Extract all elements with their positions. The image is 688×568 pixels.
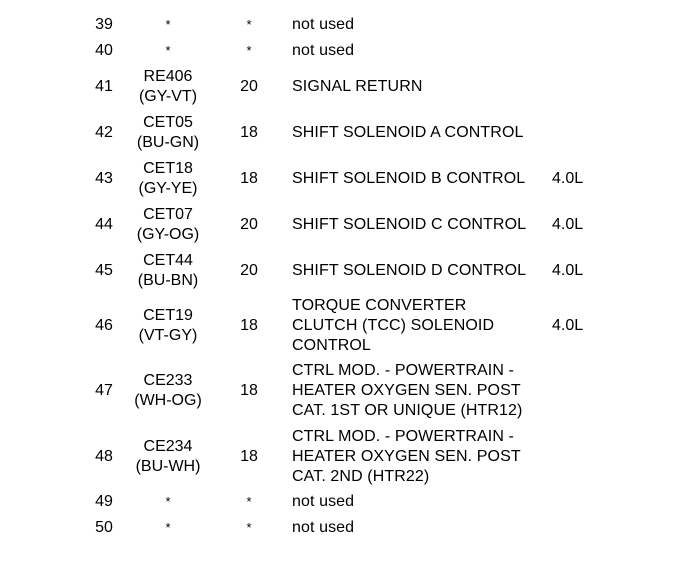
wire-gauge: * <box>246 494 252 509</box>
table-row <box>0 296 688 356</box>
table-row <box>0 205 688 245</box>
wire-gauge: 18 <box>240 317 258 334</box>
circuit-line: CET05 <box>143 114 193 131</box>
application-note: 4.0L <box>552 170 584 187</box>
application-note: 4.0L <box>552 317 584 334</box>
function-line: CTRL MOD. - POWERTRAIN - <box>292 428 514 445</box>
circuit-color-line: (GY-YE) <box>138 180 198 197</box>
table-row <box>0 67 688 107</box>
table-row <box>0 15 688 35</box>
wire-gauge: 18 <box>240 382 258 399</box>
circuit-function <box>292 123 554 143</box>
wire-gauge: 20 <box>240 216 258 233</box>
circuit-function <box>292 15 554 35</box>
table-row <box>0 492 688 512</box>
function-line: CONTROL <box>292 337 371 354</box>
function-line: SIGNAL RETURN <box>292 78 423 95</box>
wire-gauge: 20 <box>240 262 258 279</box>
table-row <box>0 427 688 487</box>
wire-gauge: 18 <box>240 448 258 465</box>
circuit-id <box>118 371 218 411</box>
function-line: HEATER OXYGEN SEN. POST <box>292 448 521 465</box>
function-line: not used <box>292 493 355 510</box>
circuit-id <box>118 437 218 477</box>
circuit-color-line: (GY-VT) <box>138 88 198 105</box>
circuit-id <box>118 159 218 199</box>
pin-number: 39 <box>95 16 113 33</box>
circuit-color-line: (BU-GN) <box>136 134 200 151</box>
pin-number: 43 <box>95 170 113 187</box>
circuit-function <box>292 41 554 61</box>
circuit-function <box>292 518 554 538</box>
wire-gauge: 18 <box>240 124 258 141</box>
circuit-function <box>292 361 554 421</box>
circuit-line: * <box>165 17 171 32</box>
pin-number: 50 <box>95 519 113 536</box>
circuit-line: * <box>165 43 171 58</box>
function-line: CTRL MOD. - POWERTRAIN - <box>292 362 514 379</box>
circuit-line: CET07 <box>143 206 193 223</box>
circuit-line: CET19 <box>143 307 193 324</box>
circuit-id <box>118 67 218 107</box>
circuit-color-line: (WH-OG) <box>134 392 202 409</box>
application-note: 4.0L <box>552 262 584 279</box>
function-line: not used <box>292 519 355 536</box>
circuit-function <box>292 492 554 512</box>
table-row <box>0 518 688 538</box>
table-row <box>0 113 688 153</box>
circuit-color-line: (BU-WH) <box>135 458 201 475</box>
pin-number: 46 <box>95 317 113 334</box>
pin-number: 44 <box>95 216 113 233</box>
circuit-line: * <box>165 494 171 509</box>
wire-gauge: * <box>246 520 252 535</box>
circuit-id <box>118 15 218 35</box>
function-line: SHIFT SOLENOID A CONTROL <box>292 124 524 141</box>
table-row <box>0 361 688 421</box>
function-line: SHIFT SOLENOID C CONTROL <box>292 216 527 233</box>
function-line: TORQUE CONVERTER <box>292 297 467 314</box>
circuit-id <box>118 492 218 512</box>
circuit-id <box>118 306 218 346</box>
function-line: SHIFT SOLENOID B CONTROL <box>292 170 526 187</box>
circuit-id <box>118 518 218 538</box>
pin-number: 41 <box>95 78 113 95</box>
pin-number: 49 <box>95 493 113 510</box>
wire-gauge: * <box>246 43 252 58</box>
circuit-function <box>292 261 554 281</box>
circuit-function <box>292 215 554 235</box>
circuit-id <box>118 113 218 153</box>
circuit-line: CET44 <box>143 252 193 269</box>
function-line: CAT. 1ST OR UNIQUE (HTR12) <box>292 402 523 419</box>
wire-gauge: 18 <box>240 170 258 187</box>
pin-number: 40 <box>95 42 113 59</box>
function-line: CAT. 2ND (HTR22) <box>292 468 430 485</box>
circuit-color-line: (BU-BN) <box>137 272 199 289</box>
circuit-function <box>292 77 554 97</box>
pin-number: 45 <box>95 262 113 279</box>
function-line: HEATER OXYGEN SEN. POST <box>292 382 521 399</box>
circuit-id <box>118 205 218 245</box>
function-line: not used <box>292 16 355 33</box>
circuit-id <box>118 41 218 61</box>
table-row <box>0 251 688 291</box>
circuit-color-line: (VT-GY) <box>138 327 198 344</box>
pin-number: 47 <box>95 382 113 399</box>
wire-gauge: 20 <box>240 78 258 95</box>
circuit-color-line: (GY-OG) <box>136 226 200 243</box>
application-note: 4.0L <box>552 216 584 233</box>
circuit-function <box>292 296 554 356</box>
circuit-line: CE234 <box>143 438 193 455</box>
function-line: SHIFT SOLENOID D CONTROL <box>292 262 527 279</box>
pin-number: 42 <box>95 124 113 141</box>
circuit-id <box>118 251 218 291</box>
circuit-line: CE233 <box>143 372 193 389</box>
circuit-function <box>292 169 554 189</box>
circuit-line: * <box>165 520 171 535</box>
function-line: CLUTCH (TCC) SOLENOID <box>292 317 495 334</box>
circuit-line: RE406 <box>143 68 193 85</box>
pin-number: 48 <box>95 448 113 465</box>
table-row <box>0 159 688 199</box>
wire-gauge: * <box>246 17 252 32</box>
circuit-function <box>292 427 554 487</box>
table-row <box>0 41 688 61</box>
circuit-line: CET18 <box>143 160 193 177</box>
function-line: not used <box>292 42 355 59</box>
